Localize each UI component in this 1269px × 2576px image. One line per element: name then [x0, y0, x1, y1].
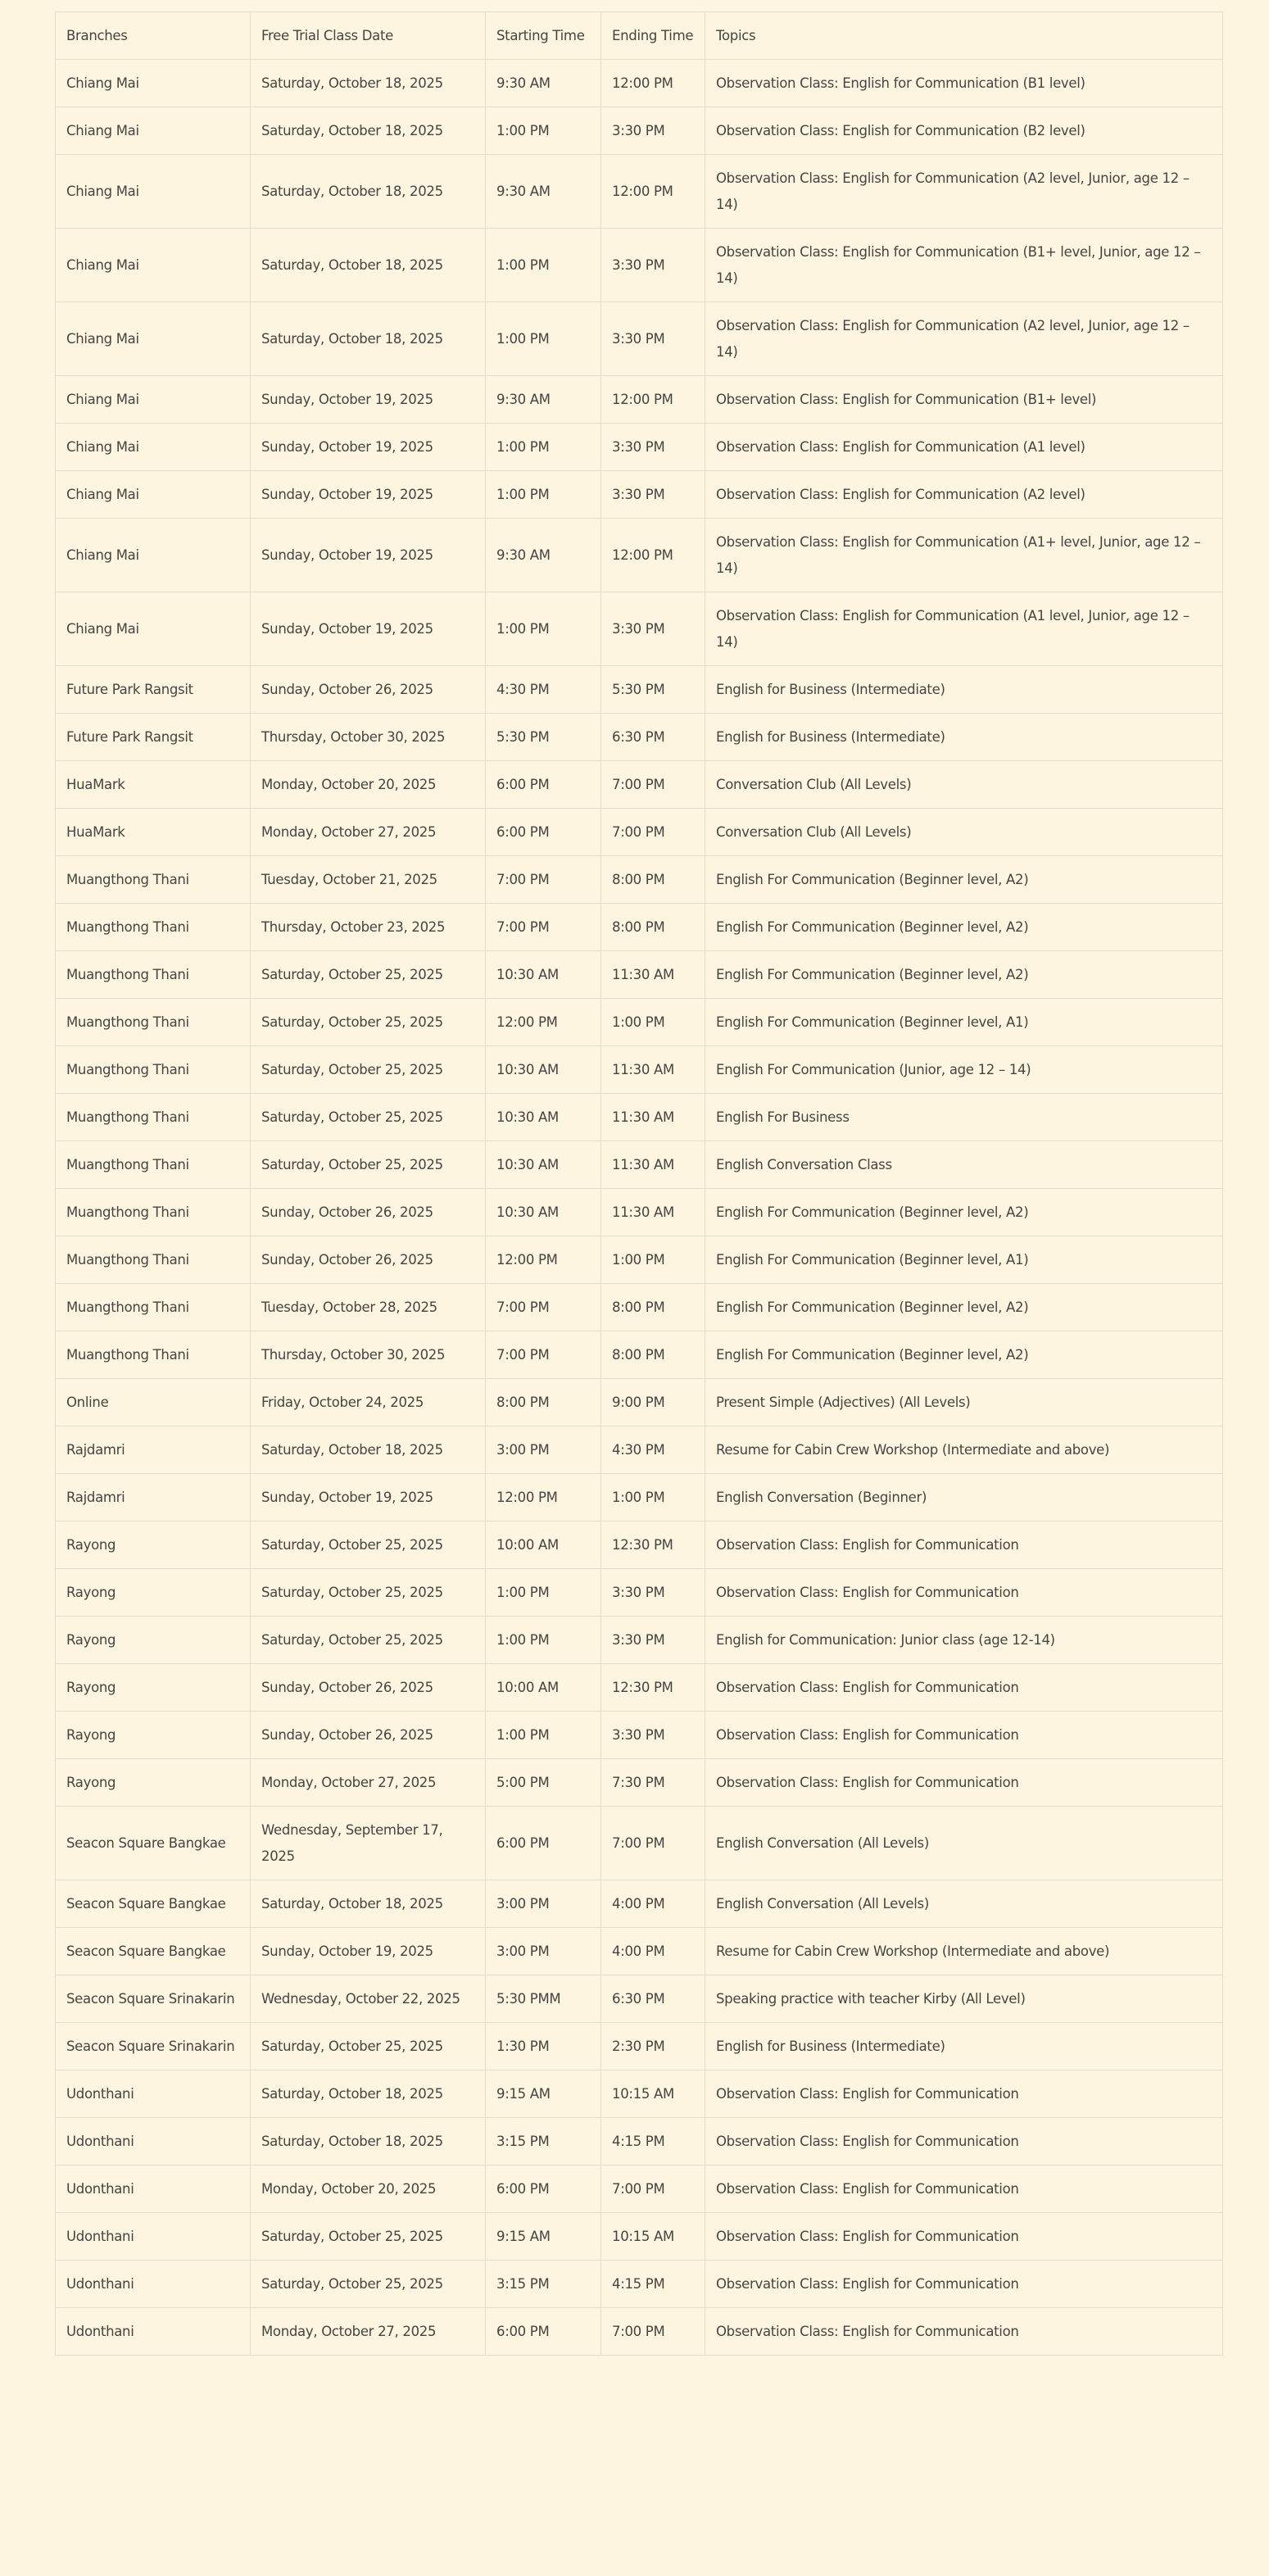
table-row [56, 376, 1223, 424]
cell-start-time: 1:00 PM [486, 471, 601, 519]
cell-end-time: 11:30 AM [601, 1141, 705, 1189]
cell-branch: Udonthani [56, 2070, 251, 2118]
cell-date: Monday, October 20, 2025 [251, 2166, 486, 2213]
cell-end-time: 7:00 PM [601, 2166, 705, 2213]
cell-topic: Observation Class: English for Communication [705, 1664, 1223, 1712]
table-row [56, 1807, 1223, 1880]
table-row [56, 1426, 1223, 1474]
cell-branch: Muangthong Thani [56, 1094, 251, 1141]
cell-branch: Udonthani [56, 2308, 251, 2356]
cell-date: Monday, October 27, 2025 [251, 2308, 486, 2356]
table-row [56, 1975, 1223, 2023]
table-row [56, 229, 1223, 302]
cell-end-time: 7:00 PM [601, 1807, 705, 1880]
cell-end-time: 11:30 AM [601, 951, 705, 999]
cell-start-time: 3:00 PM [486, 1426, 601, 1474]
cell-date: Thursday, October 30, 2025 [251, 714, 486, 761]
cell-start-time: 6:00 PM [486, 2166, 601, 2213]
cell-topic: Conversation Club (All Levels) [705, 809, 1223, 856]
table-row [56, 1617, 1223, 1664]
cell-end-time: 6:30 PM [601, 714, 705, 761]
table-header [56, 12, 1223, 60]
cell-topic: Observation Class: English for Communication (B1 level) [705, 60, 1223, 107]
table-body [56, 60, 1223, 2356]
cell-end-time: 3:30 PM [601, 1712, 705, 1759]
cell-end-time: 1:00 PM [601, 1236, 705, 1284]
table-row [56, 107, 1223, 155]
cell-topic: Observation Class: English for Communication [705, 1712, 1223, 1759]
cell-end-time: 4:15 PM [601, 2261, 705, 2308]
cell-end-time: 3:30 PM [601, 1569, 705, 1617]
cell-end-time: 4:00 PM [601, 1880, 705, 1928]
table-row [56, 155, 1223, 229]
cell-branch: Rayong [56, 1664, 251, 1712]
table-row [56, 2070, 1223, 2118]
cell-topic: Observation Class: English for Communication (A1 level) [705, 424, 1223, 471]
cell-date: Friday, October 24, 2025 [251, 1379, 486, 1426]
cell-topic: English for Business (Intermediate) [705, 2023, 1223, 2070]
table-row [56, 761, 1223, 809]
cell-start-time: 5:00 PM [486, 1759, 601, 1807]
table-row [56, 1284, 1223, 1331]
cell-end-time: 12:30 PM [601, 1522, 705, 1569]
cell-branch: Chiang Mai [56, 592, 251, 666]
cell-start-time: 9:30 AM [486, 60, 601, 107]
cell-topic: English For Communication (Beginner level, A2) [705, 1331, 1223, 1379]
cell-topic: Observation Class: English for Communication (B1+ level, Junior, age 12 – 14) [705, 229, 1223, 302]
cell-date: Saturday, October 18, 2025 [251, 60, 486, 107]
cell-branch: Muangthong Thani [56, 1141, 251, 1189]
cell-date: Monday, October 20, 2025 [251, 761, 486, 809]
table-row [56, 1569, 1223, 1617]
cell-date: Monday, October 27, 2025 [251, 1759, 486, 1807]
table-row [56, 2213, 1223, 2261]
cell-topic: Resume for Cabin Crew Workshop (Intermediate and above) [705, 1928, 1223, 1975]
cell-topic: English For Communication (Beginner level, A2) [705, 856, 1223, 904]
cell-branch: Muangthong Thani [56, 1284, 251, 1331]
cell-date: Wednesday, October 22, 2025 [251, 1975, 486, 2023]
cell-branch: Muangthong Thani [56, 1331, 251, 1379]
cell-start-time: 10:30 AM [486, 1046, 601, 1094]
cell-topic: English For Communication (Beginner level, A1) [705, 1236, 1223, 1284]
table-row [56, 666, 1223, 714]
cell-end-time: 11:30 AM [601, 1189, 705, 1236]
table-row [56, 2166, 1223, 2213]
cell-topic: Observation Class: English for Communication [705, 2118, 1223, 2166]
cell-date: Tuesday, October 21, 2025 [251, 856, 486, 904]
cell-branch: Udonthani [56, 2261, 251, 2308]
cell-end-time: 6:30 PM [601, 1975, 705, 2023]
cell-end-time: 10:15 AM [601, 2070, 705, 2118]
cell-branch: Chiang Mai [56, 229, 251, 302]
header-branches: Branches [56, 12, 251, 60]
table-row [56, 951, 1223, 999]
header-ending-time: Ending Time [601, 12, 705, 60]
cell-start-time: 12:00 PM [486, 1474, 601, 1522]
cell-branch: Muangthong Thani [56, 1236, 251, 1284]
cell-date: Sunday, October 26, 2025 [251, 1664, 486, 1712]
cell-date: Wednesday, September 17, 2025 [251, 1807, 486, 1880]
cell-end-time: 1:00 PM [601, 1474, 705, 1522]
cell-topic: Observation Class: English for Communication (B2 level) [705, 107, 1223, 155]
cell-branch: Chiang Mai [56, 155, 251, 229]
cell-topic: Speaking practice with teacher Kirby (All Level) [705, 1975, 1223, 2023]
cell-branch: Chiang Mai [56, 471, 251, 519]
cell-date: Sunday, October 26, 2025 [251, 1189, 486, 1236]
cell-branch: Chiang Mai [56, 424, 251, 471]
cell-date: Saturday, October 25, 2025 [251, 1046, 486, 1094]
cell-date: Saturday, October 18, 2025 [251, 1426, 486, 1474]
cell-branch: Future Park Rangsit [56, 714, 251, 761]
cell-date: Saturday, October 18, 2025 [251, 1880, 486, 1928]
cell-topic: English For Communication (Beginner level, A2) [705, 904, 1223, 951]
cell-branch: Muangthong Thani [56, 904, 251, 951]
cell-date: Saturday, October 25, 2025 [251, 951, 486, 999]
cell-start-time: 9:30 AM [486, 519, 601, 592]
cell-branch: Muangthong Thani [56, 999, 251, 1046]
cell-end-time: 3:30 PM [601, 229, 705, 302]
table-row [56, 1379, 1223, 1426]
cell-branch: HuaMark [56, 761, 251, 809]
cell-branch: Muangthong Thani [56, 856, 251, 904]
cell-start-time: 7:00 PM [486, 904, 601, 951]
cell-branch: Chiang Mai [56, 107, 251, 155]
cell-date: Sunday, October 19, 2025 [251, 592, 486, 666]
table-row [56, 1474, 1223, 1522]
cell-branch: Rayong [56, 1759, 251, 1807]
cell-end-time: 10:15 AM [601, 2213, 705, 2261]
table-row [56, 2023, 1223, 2070]
cell-date: Saturday, October 25, 2025 [251, 1617, 486, 1664]
cell-topic: English Conversation Class [705, 1141, 1223, 1189]
cell-branch: Future Park Rangsit [56, 666, 251, 714]
table-row [56, 809, 1223, 856]
cell-topic: English For Communication (Beginner level, A2) [705, 1284, 1223, 1331]
table-row [56, 1094, 1223, 1141]
cell-date: Saturday, October 25, 2025 [251, 1094, 486, 1141]
cell-start-time: 6:00 PM [486, 2308, 601, 2356]
cell-start-time: 3:00 PM [486, 1928, 601, 1975]
cell-end-time: 8:00 PM [601, 1331, 705, 1379]
cell-end-time: 9:00 PM [601, 1379, 705, 1426]
table-row [56, 2261, 1223, 2308]
cell-start-time: 10:30 AM [486, 1141, 601, 1189]
cell-start-time: 1:30 PM [486, 2023, 601, 2070]
cell-start-time: 6:00 PM [486, 761, 601, 809]
cell-date: Saturday, October 25, 2025 [251, 2261, 486, 2308]
table-row [56, 904, 1223, 951]
cell-start-time: 5:30 PMM [486, 1975, 601, 2023]
cell-end-time: 4:30 PM [601, 1426, 705, 1474]
cell-topic: Observation Class: English for Communication [705, 1522, 1223, 1569]
cell-branch: Seacon Square Srinakarin [56, 1975, 251, 2023]
cell-start-time: 7:00 PM [486, 1331, 601, 1379]
cell-start-time: 9:30 AM [486, 376, 601, 424]
cell-end-time: 3:30 PM [601, 1617, 705, 1664]
cell-start-time: 10:30 AM [486, 1094, 601, 1141]
cell-date: Saturday, October 25, 2025 [251, 2023, 486, 2070]
cell-topic: Observation Class: English for Communication [705, 1759, 1223, 1807]
table-row [56, 1141, 1223, 1189]
cell-topic: English for Business (Intermediate) [705, 714, 1223, 761]
cell-branch: Udonthani [56, 2166, 251, 2213]
cell-branch: Udonthani [56, 2118, 251, 2166]
cell-branch: Chiang Mai [56, 376, 251, 424]
cell-date: Sunday, October 19, 2025 [251, 519, 486, 592]
cell-topic: Observation Class: English for Communication [705, 2261, 1223, 2308]
cell-end-time: 3:30 PM [601, 471, 705, 519]
cell-branch: Rajdamri [56, 1474, 251, 1522]
schedule-table-container [55, 11, 1222, 2356]
cell-end-time: 4:15 PM [601, 2118, 705, 2166]
table-row [56, 519, 1223, 592]
cell-topic: Observation Class: English for Communication [705, 2070, 1223, 2118]
cell-end-time: 8:00 PM [601, 904, 705, 951]
cell-end-time: 1:00 PM [601, 999, 705, 1046]
cell-start-time: 1:00 PM [486, 424, 601, 471]
cell-end-time: 4:00 PM [601, 1928, 705, 1975]
cell-date: Saturday, October 18, 2025 [251, 2070, 486, 2118]
cell-end-time: 3:30 PM [601, 424, 705, 471]
cell-branch: Chiang Mai [56, 60, 251, 107]
cell-date: Thursday, October 30, 2025 [251, 1331, 486, 1379]
free-trial-schedule-table [55, 11, 1223, 2356]
table-row [56, 1880, 1223, 1928]
cell-end-time: 7:00 PM [601, 809, 705, 856]
cell-branch: Muangthong Thani [56, 951, 251, 999]
cell-end-time: 12:30 PM [601, 1664, 705, 1712]
cell-topic: English for Business (Intermediate) [705, 666, 1223, 714]
cell-branch: Muangthong Thani [56, 1189, 251, 1236]
cell-start-time: 12:00 PM [486, 999, 601, 1046]
cell-end-time: 7:30 PM [601, 1759, 705, 1807]
cell-start-time: 6:00 PM [486, 1807, 601, 1880]
cell-topic: English Conversation (All Levels) [705, 1880, 1223, 1928]
table-row [56, 714, 1223, 761]
table-row [56, 2308, 1223, 2356]
cell-start-time: 1:00 PM [486, 107, 601, 155]
table-row [56, 856, 1223, 904]
cell-start-time: 1:00 PM [486, 229, 601, 302]
cell-start-time: 9:30 AM [486, 155, 601, 229]
cell-topic: English Conversation (Beginner) [705, 1474, 1223, 1522]
cell-topic: English For Communication (Beginner level, A2) [705, 951, 1223, 999]
cell-topic: Observation Class: English for Communication (A1 level, Junior, age 12 – 14) [705, 592, 1223, 666]
table-row [56, 471, 1223, 519]
cell-start-time: 3:00 PM [486, 1880, 601, 1928]
table-row [56, 424, 1223, 471]
table-row [56, 1189, 1223, 1236]
cell-topic: English Conversation (All Levels) [705, 1807, 1223, 1880]
cell-topic: Observation Class: English for Communication [705, 2308, 1223, 2356]
cell-topic: English For Business [705, 1094, 1223, 1141]
cell-topic: Observation Class: English for Communication (A2 level, Junior, age 12 – 14) [705, 155, 1223, 229]
cell-start-time: 1:00 PM [486, 1569, 601, 1617]
cell-start-time: 7:00 PM [486, 856, 601, 904]
table-row [56, 1331, 1223, 1379]
table-row [56, 60, 1223, 107]
cell-end-time: 8:00 PM [601, 1284, 705, 1331]
table-row [56, 592, 1223, 666]
cell-branch: Muangthong Thani [56, 1046, 251, 1094]
table-row [56, 2118, 1223, 2166]
cell-date: Monday, October 27, 2025 [251, 809, 486, 856]
cell-branch: Rayong [56, 1712, 251, 1759]
cell-start-time: 9:15 AM [486, 2213, 601, 2261]
cell-end-time: 7:00 PM [601, 761, 705, 809]
cell-start-time: 1:00 PM [486, 592, 601, 666]
cell-start-time: 8:00 PM [486, 1379, 601, 1426]
cell-start-time: 5:30 PM [486, 714, 601, 761]
cell-start-time: 3:15 PM [486, 2118, 601, 2166]
cell-topic: English For Communication (Beginner level, A2) [705, 1189, 1223, 1236]
cell-branch: Online [56, 1379, 251, 1426]
cell-date: Sunday, October 19, 2025 [251, 376, 486, 424]
cell-date: Saturday, October 18, 2025 [251, 2118, 486, 2166]
cell-branch: Chiang Mai [56, 302, 251, 376]
cell-topic: English For Communication (Junior, age 12 – 14) [705, 1046, 1223, 1094]
cell-end-time: 11:30 AM [601, 1094, 705, 1141]
cell-date: Thursday, October 23, 2025 [251, 904, 486, 951]
cell-topic: English For Communication (Beginner level, A1) [705, 999, 1223, 1046]
cell-branch: Chiang Mai [56, 519, 251, 592]
table-row [56, 302, 1223, 376]
table-row [56, 999, 1223, 1046]
cell-date: Saturday, October 25, 2025 [251, 2213, 486, 2261]
cell-start-time: 7:00 PM [486, 1284, 601, 1331]
cell-branch: Rayong [56, 1569, 251, 1617]
table-row [56, 1664, 1223, 1712]
cell-end-time: 2:30 PM [601, 2023, 705, 2070]
cell-date: Sunday, October 19, 2025 [251, 1474, 486, 1522]
table-row [56, 1759, 1223, 1807]
cell-topic: Observation Class: English for Communication (B1+ level) [705, 376, 1223, 424]
cell-date: Tuesday, October 28, 2025 [251, 1284, 486, 1331]
table-row [56, 1236, 1223, 1284]
header-row [56, 12, 1223, 60]
cell-end-time: 12:00 PM [601, 376, 705, 424]
cell-date: Sunday, October 19, 2025 [251, 424, 486, 471]
cell-branch: Seacon Square Srinakarin [56, 2023, 251, 2070]
cell-end-time: 8:00 PM [601, 856, 705, 904]
cell-start-time: 10:00 AM [486, 1664, 601, 1712]
cell-start-time: 9:15 AM [486, 2070, 601, 2118]
cell-end-time: 7:00 PM [601, 2308, 705, 2356]
cell-date: Saturday, October 18, 2025 [251, 155, 486, 229]
cell-branch: Rajdamri [56, 1426, 251, 1474]
cell-date: Saturday, October 18, 2025 [251, 107, 486, 155]
header-starting-time: Starting Time [486, 12, 601, 60]
cell-date: Saturday, October 18, 2025 [251, 302, 486, 376]
header-topics: Topics [705, 12, 1223, 60]
cell-topic: Present Simple (Adjectives) (All Levels) [705, 1379, 1223, 1426]
cell-end-time: 11:30 AM [601, 1046, 705, 1094]
table-row [56, 1712, 1223, 1759]
cell-end-time: 5:30 PM [601, 666, 705, 714]
cell-end-time: 3:30 PM [601, 302, 705, 376]
cell-date: Saturday, October 25, 2025 [251, 1569, 486, 1617]
cell-topic: Observation Class: English for Communication (A2 level, Junior, age 12 – 14) [705, 302, 1223, 376]
cell-start-time: 10:00 AM [486, 1522, 601, 1569]
cell-end-time: 3:30 PM [601, 107, 705, 155]
cell-start-time: 3:15 PM [486, 2261, 601, 2308]
cell-start-time: 4:30 PM [486, 666, 601, 714]
cell-date: Sunday, October 26, 2025 [251, 1712, 486, 1759]
cell-start-time: 10:30 AM [486, 951, 601, 999]
cell-end-time: 12:00 PM [601, 519, 705, 592]
cell-start-time: 10:30 AM [486, 1189, 601, 1236]
table-row [56, 1522, 1223, 1569]
cell-date: Sunday, October 19, 2025 [251, 1928, 486, 1975]
cell-end-time: 12:00 PM [601, 155, 705, 229]
cell-start-time: 6:00 PM [486, 809, 601, 856]
cell-start-time: 12:00 PM [486, 1236, 601, 1284]
table-row [56, 1928, 1223, 1975]
cell-end-time: 3:30 PM [601, 592, 705, 666]
cell-start-time: 1:00 PM [486, 302, 601, 376]
cell-date: Saturday, October 25, 2025 [251, 1141, 486, 1189]
header-date: Free Trial Class Date [251, 12, 486, 60]
cell-topic: Observation Class: English for Communication [705, 2213, 1223, 2261]
cell-branch: Udonthani [56, 2213, 251, 2261]
cell-topic: Conversation Club (All Levels) [705, 761, 1223, 809]
cell-date: Sunday, October 26, 2025 [251, 666, 486, 714]
cell-topic: Observation Class: English for Communication (A2 level) [705, 471, 1223, 519]
cell-topic: Observation Class: English for Communication [705, 2166, 1223, 2213]
cell-branch: Rayong [56, 1617, 251, 1664]
cell-start-time: 1:00 PM [486, 1712, 601, 1759]
cell-start-time: 1:00 PM [486, 1617, 601, 1664]
cell-date: Sunday, October 19, 2025 [251, 471, 486, 519]
cell-branch: Seacon Square Bangkae [56, 1880, 251, 1928]
cell-date: Sunday, October 26, 2025 [251, 1236, 486, 1284]
cell-date: Saturday, October 25, 2025 [251, 999, 486, 1046]
cell-topic: Observation Class: English for Communication (A1+ level, Junior, age 12 – 14) [705, 519, 1223, 592]
cell-end-time: 12:00 PM [601, 60, 705, 107]
cell-date: Saturday, October 25, 2025 [251, 1522, 486, 1569]
cell-branch: Seacon Square Bangkae [56, 1928, 251, 1975]
cell-date: Saturday, October 18, 2025 [251, 229, 486, 302]
cell-topic: Resume for Cabin Crew Workshop (Intermediate and above) [705, 1426, 1223, 1474]
cell-branch: HuaMark [56, 809, 251, 856]
table-row [56, 1046, 1223, 1094]
cell-topic: English for Communication: Junior class (age 12-14) [705, 1617, 1223, 1664]
cell-branch: Seacon Square Bangkae [56, 1807, 251, 1880]
cell-topic: Observation Class: English for Communication [705, 1569, 1223, 1617]
cell-branch: Rayong [56, 1522, 251, 1569]
